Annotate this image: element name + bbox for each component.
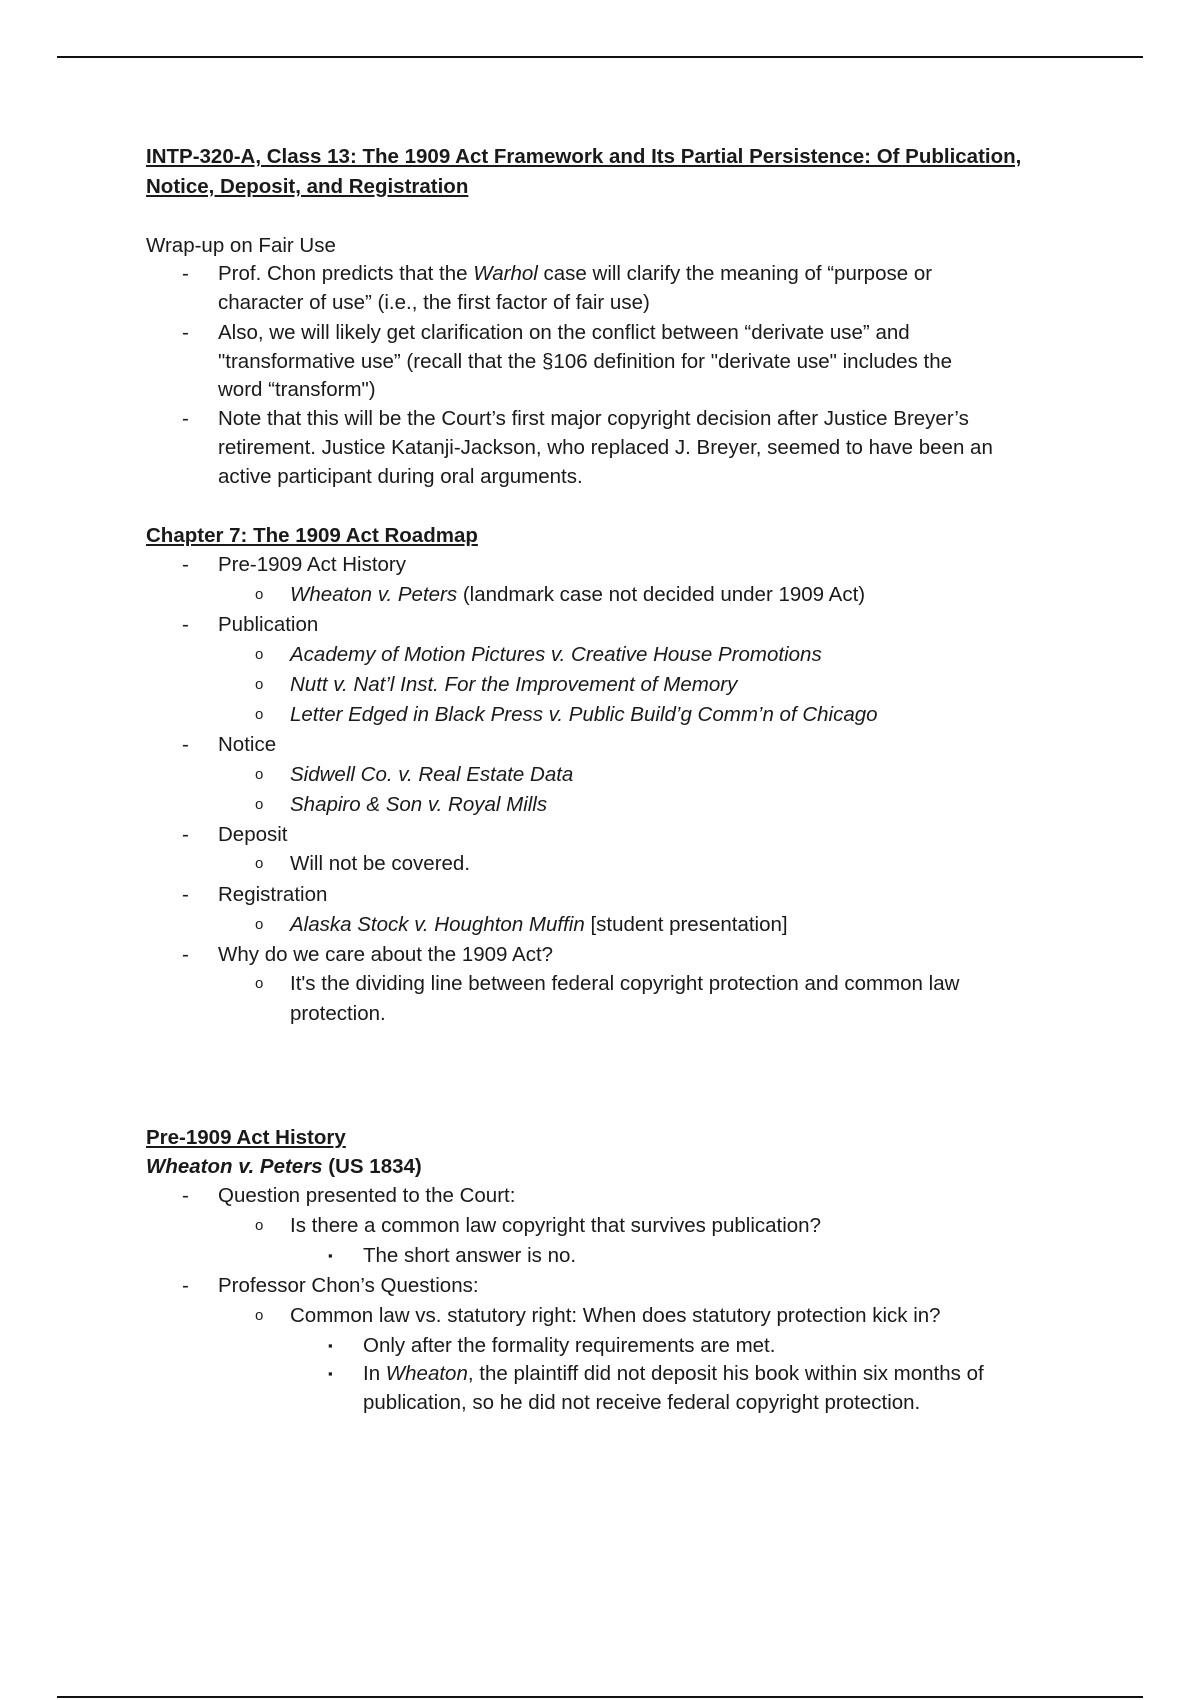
roadmap-subitem-deposit-note: Will not be covered. xyxy=(290,852,471,875)
roadmap-subitem-case: Letter Edged in Black Press v. Public Build’g Comm’n of Chicago xyxy=(290,703,878,726)
bullet-square: ▪ xyxy=(328,1248,333,1263)
bullet-dash: - xyxy=(182,262,189,285)
bullet-circle: o xyxy=(255,796,264,813)
bullet-circle: o xyxy=(255,766,264,783)
bullet-circle: o xyxy=(255,1307,264,1324)
bullet-circle: o xyxy=(255,646,264,663)
roadmap-item-deposit: Deposit xyxy=(218,823,288,846)
bullet-circle: o xyxy=(255,1217,264,1234)
history-subitem-question: Is there a common law copyright that survives publication? xyxy=(290,1214,821,1237)
wrapup-bullet-2-line-1: Also, we will likely get clarification on the conflict between “derivate use” and xyxy=(218,321,910,344)
history-item-professor-questions: Professor Chon’s Questions: xyxy=(218,1274,479,1297)
bullet-circle: o xyxy=(255,706,264,723)
history-case-title: Wheaton v. Peters (US 1834) xyxy=(146,1155,422,1178)
wrapup-bullet-3-line-3: active participant during oral arguments. xyxy=(218,465,583,488)
bullet-dash: - xyxy=(182,823,189,846)
roadmap-item-pre1909: Pre-1909 Act History xyxy=(218,553,406,576)
footer-rule xyxy=(57,1696,1143,1698)
history-item-question-presented: Question presented to the Court: xyxy=(218,1184,516,1207)
history-subsubitem-wheaton-line-2: publication, so he did not receive federal copyright protection. xyxy=(363,1391,921,1414)
document-title-line-2: Notice, Deposit, and Registration xyxy=(146,175,469,198)
roadmap-subitem-why-answer-line-1: It's the dividing line between federal copyright protection and common law xyxy=(290,972,960,995)
bullet-dash: - xyxy=(182,943,189,966)
roadmap-subitem-alaska: Alaska Stock v. Houghton Muffin [student presentation] xyxy=(290,913,788,936)
roadmap-item-why: Why do we care about the 1909 Act? xyxy=(218,943,554,966)
bullet-dash: - xyxy=(182,321,189,344)
bullet-dash: - xyxy=(182,883,189,906)
history-subsubitem-wheaton-line-1: In Wheaton, the plaintiff did not deposit his book within six months of xyxy=(363,1362,984,1385)
roadmap-subitem-case: Sidwell Co. v. Real Estate Data xyxy=(290,763,574,786)
bullet-dash: - xyxy=(182,553,189,576)
history-heading: Pre-1909 Act History xyxy=(146,1126,346,1149)
bullet-dash: - xyxy=(182,733,189,756)
wrapup-bullet-1-line-1: Prof. Chon predicts that the Warhol case will clarify the meaning of “purpose or xyxy=(218,262,933,285)
roadmap-subitem-wheaton: Wheaton v. Peters (landmark case not decided under 1909 Act) xyxy=(290,583,866,606)
roadmap-subitem-why-answer-line-2: protection. xyxy=(290,1002,386,1025)
history-subitem-statutory-question: Common law vs. statutory right: When does statutory protection kick in? xyxy=(290,1304,941,1327)
roadmap-item-publication: Publication xyxy=(218,613,319,636)
header-rule xyxy=(57,56,1143,58)
history-subsubitem-answer: The short answer is no. xyxy=(363,1244,577,1267)
wrapup-bullet-2-line-2: "transformative use” (recall that the §106 definition for "derivate use" includes the xyxy=(218,350,953,373)
roadmap-item-registration: Registration xyxy=(218,883,328,906)
wrapup-bullet-2-line-3: word “transform") xyxy=(218,378,376,401)
wrapup-bullet-3-line-2: retirement. Justice Katanji-Jackson, who replaced J. Breyer, seemed to have been an xyxy=(218,436,993,459)
bullet-square: ▪ xyxy=(328,1366,333,1381)
bullet-dash: - xyxy=(182,1274,189,1297)
roadmap-item-notice: Notice xyxy=(218,733,277,756)
roadmap-heading: Chapter 7: The 1909 Act Roadmap xyxy=(146,524,478,547)
bullet-circle: o xyxy=(255,855,264,872)
bullet-circle: o xyxy=(255,586,264,603)
roadmap-subitem-case: Shapiro & Son v. Royal Mills xyxy=(290,793,548,816)
document-title-line-1: INTP-320-A, Class 13: The 1909 Act Framework and Its Partial Persistence: Of Publication, xyxy=(146,145,1022,168)
wrapup-heading: Wrap-up on Fair Use xyxy=(146,234,336,257)
roadmap-subitem-case: Nutt v. Nat’l Inst. For the Improvement of Memory xyxy=(290,673,738,696)
wrapup-bullet-3-line-1: Note that this will be the Court’s first major copyright decision after Justice Breyer’s xyxy=(218,407,969,430)
bullet-circle: o xyxy=(255,676,264,693)
bullet-dash: - xyxy=(182,407,189,430)
bullet-circle: o xyxy=(255,975,264,992)
bullet-dash: - xyxy=(182,1184,189,1207)
roadmap-subitem-case: Academy of Motion Pictures v. Creative House Promotions xyxy=(290,643,822,666)
bullet-circle: o xyxy=(255,916,264,933)
history-subsubitem-formality: Only after the formality requirements are met. xyxy=(363,1334,776,1357)
bullet-dash: - xyxy=(182,613,189,636)
wrapup-bullet-1-line-2: character of use” (i.e., the first factor of fair use) xyxy=(218,291,650,314)
bullet-square: ▪ xyxy=(328,1338,333,1353)
